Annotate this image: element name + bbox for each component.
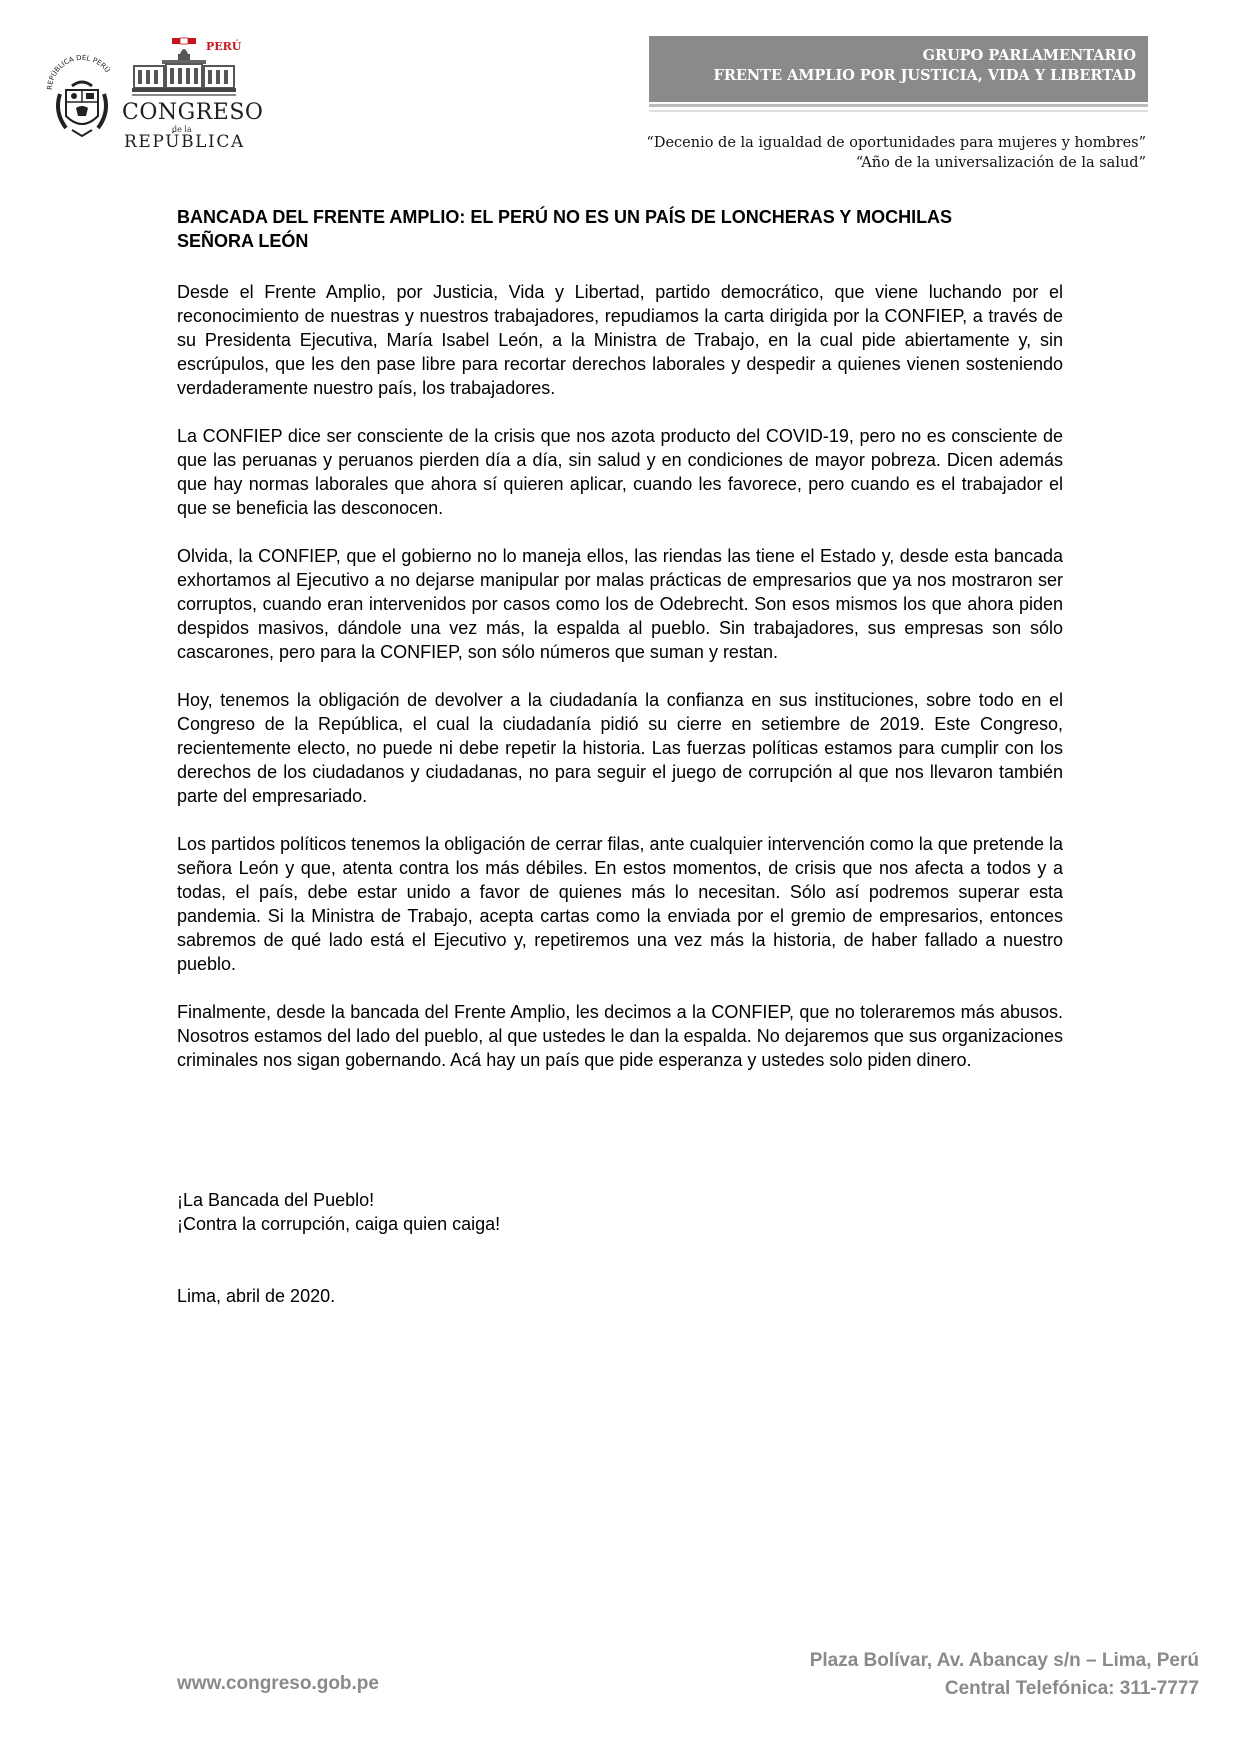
anio-motto: “Año de la universalización de la salud”	[855, 155, 1146, 171]
paragraph-4: Hoy, tenemos la obligación de devolver a la ciudadanía la confianza en sus instituciones, sobre todo en el Congreso de la República, el cual la ciudadanía pidió su cierre en setiembre de 2019. Este Congreso, recientemente electo, no puede ni debe repetir la historia. Las fuerzas políticas estamos para cumplir con los derechos de los ciudadanos y ciudadanas, no para seguir el juego de corrupción al que nos llevaron también parte del empresariado.	[177, 690, 1063, 806]
group-name-line1: GRUPO PARLAMENTARIO	[922, 47, 1136, 64]
svg-text:REPÚBLICA DEL PERÚ	[46, 54, 112, 90]
paragraph-6: Finalmente, desde la bancada del Frente Amplio, les decimos a la CONFIEP, que no toleraremos más abusos. Nosotros estamos del lado del pueblo, al que ustedes le dan la espalda. No dejaremos que sus organizaciones criminales nos sigan gobernando. Acá hay un país que pide esperanza y ustedes solo piden dinero.	[177, 1002, 1063, 1070]
footer-address: Plaza Bolívar, Av. Abancay s/n – Lima, Perú	[809, 1650, 1199, 1671]
document-date: Lima, abril de 2020.	[177, 1286, 336, 1306]
congress-word: CONGRESO	[122, 100, 264, 125]
closing-block	[177, 1188, 500, 1236]
decenio-motto: “Decenio de la igualdad de oportunidades para mujeres y hombres”	[646, 135, 1146, 151]
closing-line1: ¡La Bancada del Pueblo!	[177, 1190, 375, 1210]
header-bar-underline	[649, 104, 1148, 107]
document-body	[177, 280, 1063, 1096]
coat-of-arms-text: REPÚBLICA DEL PERÚ	[45, 53, 112, 91]
footer-website-link[interactable]: www.congreso.gob.pe	[177, 1673, 379, 1694]
paragraph-1: Desde el Frente Amplio, por Justicia, Vida y Libertad, partido democrático, que viene luchando por el reconocimiento de nuestras y nuestros trabajadores, repudiamos la carta dirigida por la CONFIEP, a través de su Presidenta Ejecutiva, María Isabel León, a la Ministra de Trabajo, en la cual pide abiertamente y, sin escrúpulos, que les den pase libre para recortar derechos laborales y despedir a quienes vienen sosteniendo verdaderamente nuestro país, los trabajadores.	[177, 282, 1063, 398]
paragraph-2: La CONFIEP dice ser consciente de la crisis que nos azota producto del COVID-19, pero no es consciente de que las peruanas y peruanos pierden día a día, sin salud y en condiciones de mayor pobreza. Dicen además que hay normas laborales que ahora sí quieren aplicar, cuando les favorece, pero cuando es el trabajador el que se beneficia las desconocen.	[177, 426, 1063, 518]
title-line2: SEÑORA LEÓN	[177, 231, 309, 251]
paragraph-5: Los partidos políticos tenemos la obligación de cerrar filas, ante cualquier intervención como la que pretende la señora León y que, atenta contra los más débiles. En estos momentos, de crisis que nos afecta a todos y a todas, el país, debe estar unido a favor de quienes más lo necesitan. Sólo así podremos superar esta pandemia. Si la Ministra de Trabajo, acepta cartas como la enviada por el gremio de empresarios, entonces sabremos de qué lado está el Ejecutivo y, repetiremos una vez más la historia, de haber fallado a nuestro pueblo.	[177, 834, 1063, 974]
peru-mark: PERÚ	[206, 40, 242, 53]
paragraph-3: Olvida, la CONFIEP, que el gobierno no lo maneja ellos, las riendas las tiene el Estado y, desde esta bancada exhortamos al Ejecutivo a no dejarse manipular por malas prácticas de empresarios que ya nos mostraron ser corruptos, cuando eran intervenidos por casos como los de Odebrecht. Son esos mismos los que ahora piden despidos masivos, dándole una vez más, la espalda al pueblo. Sin trabajadores, sus empresas son sólo cascarones, pero para la CONFIEP, son sólo números que suman y restan.	[177, 546, 1063, 662]
title-line1: BANCADA DEL FRENTE AMPLIO: EL PERÚ NO ES UN PAÍS DE LONCHERAS Y MOCHILAS	[177, 207, 953, 227]
republica-word: REPÚBLICA	[124, 132, 245, 152]
header-bar-underline-light	[649, 110, 1148, 112]
closing-line2: ¡Contra la corrupción, caiga quien caiga!	[177, 1214, 501, 1234]
document-title	[177, 205, 1067, 253]
footer-phone: Central Telefónica: 311-7777	[944, 1678, 1199, 1699]
header-logos	[44, 36, 264, 156]
de-la-word: de la	[172, 125, 192, 134]
group-name-line2: FRENTE AMPLIO POR JUSTICIA, VIDA Y LIBERTAD	[713, 67, 1136, 84]
coat-of-arms-icon	[44, 50, 120, 146]
